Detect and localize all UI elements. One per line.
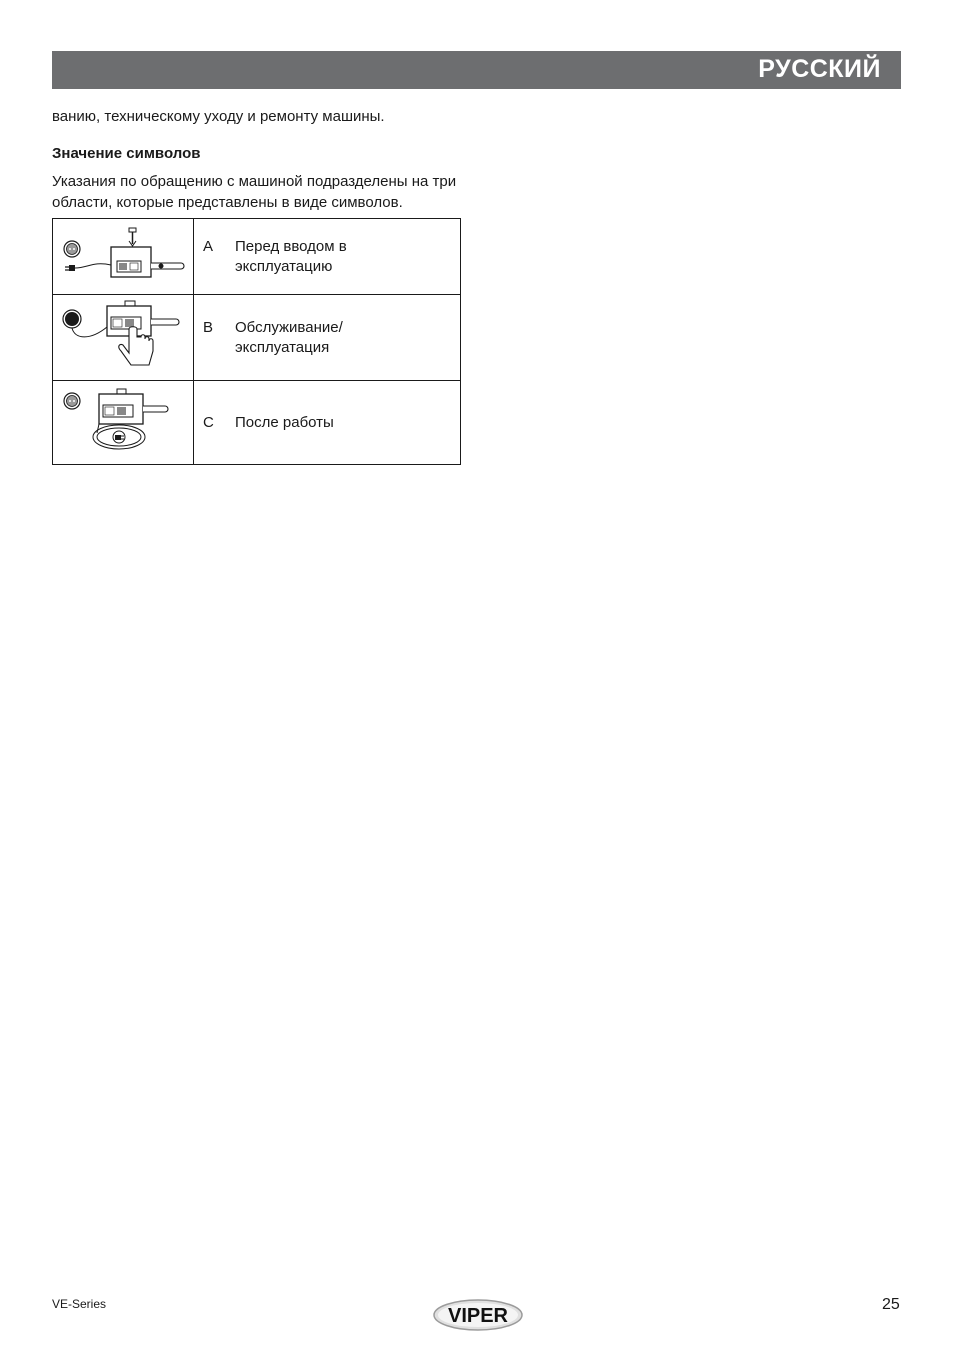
symbol-label: Перед вводом в эксплуатацию [235, 237, 347, 275]
symbol-letter: B [203, 318, 214, 336]
symbol-text-cell [194, 219, 461, 295]
viper-logo [432, 1297, 524, 1333]
before-operation-icon [53, 219, 193, 290]
page-number: 25 [882, 1296, 900, 1313]
symbol-row-c [53, 381, 461, 465]
symbol-table [52, 218, 461, 465]
symbol-label: Обслуживание/ эксплуатация [235, 318, 343, 356]
symbol-text-cell [194, 381, 461, 465]
operation-icon [53, 295, 193, 376]
after-work-icon [53, 381, 193, 460]
footer-series: VE-Series [52, 1297, 107, 1311]
intro-text: ванию, техническому уходу и ремонту машины. [52, 108, 385, 125]
symbol-icon-cell [53, 381, 194, 465]
symbol-icon-cell [53, 219, 194, 295]
symbol-text-cell [194, 295, 461, 381]
symbol-row-a [53, 219, 461, 295]
symbol-icon-cell [53, 295, 194, 381]
symbol-letter: A [203, 237, 214, 255]
svg-text:VIPER: VIPER [447, 1305, 509, 1327]
header-bar [52, 51, 901, 89]
symbol-row-b [53, 295, 461, 381]
section-title: Значение символов [52, 145, 201, 162]
section-description: Указания по обращению с машиной подразделены на три области, которые представлены в виде символов. [52, 173, 457, 211]
symbol-letter: C [203, 413, 214, 431]
symbol-label: После работы [235, 413, 334, 431]
header-title: РУССКИЙ [758, 55, 881, 83]
